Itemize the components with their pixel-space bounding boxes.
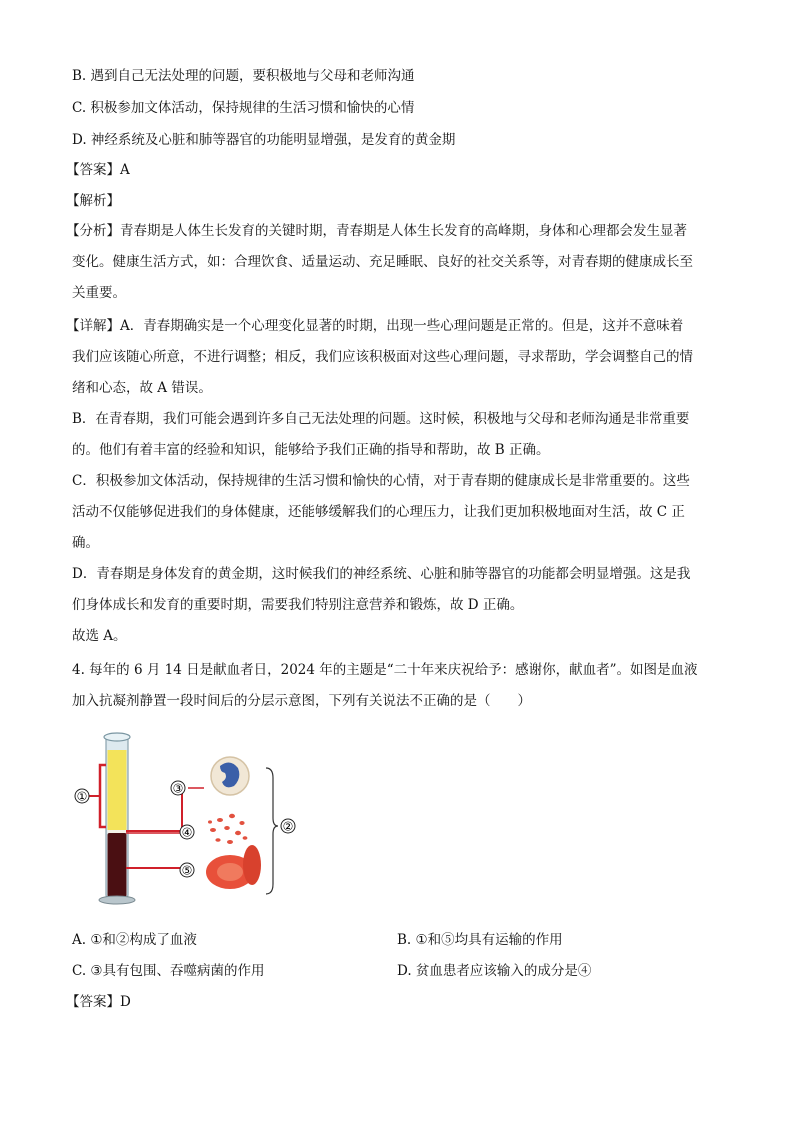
xiangjie-line: 活动不仅能够促进我们的身体健康，还能够缓解我们的心理压力，让我们更加积极地面对生活，故 C 正 bbox=[72, 504, 685, 520]
xiangjie-paragraph bbox=[66, 311, 716, 652]
blood-layer-figure bbox=[70, 728, 310, 913]
cells-bracket bbox=[266, 768, 278, 894]
answer-tag: 【答案】 bbox=[66, 162, 120, 178]
plasma-layer bbox=[108, 750, 127, 830]
q4-option-d: D. 贫血患者应该输入的成分是④ bbox=[397, 963, 592, 979]
stem-line: 加入抗凝剂静置一段时间后的分层示意图，下列有关说法不正确的是（ ） bbox=[72, 693, 531, 709]
xiangjie-text: A．青春期确实是一个心理变化显著的时期，出现一些心理问题是正常的。但是，这并不意味着 bbox=[120, 318, 684, 334]
xiangjie-line: 的。他们有着丰富的经验和知识，能够给予我们正确的指导和帮助，故 B 正确。 bbox=[72, 442, 550, 458]
label-4: ④ bbox=[181, 825, 193, 840]
xiangjie-line: D．青春期是身体发育的黄金期，这时候我们的神经系统、心脏和肺等器官的功能都会明显增强。这是我 bbox=[72, 566, 691, 582]
xiangjie-line bbox=[66, 311, 716, 342]
red-cell-layer bbox=[108, 833, 127, 897]
stem-line: 4. 每年的 6 月 14 日是献血者日，2024 年的主题是“二十年来庆祝给予：感谢你，献血者”。如图是血液 bbox=[72, 662, 698, 678]
rbc-center bbox=[217, 863, 243, 881]
xiangjie-line: 确。 bbox=[72, 535, 99, 551]
label-5: ⑤ bbox=[181, 863, 193, 878]
plasma-bracket bbox=[100, 765, 106, 827]
option-b: B. 遇到自己无法处理的问题，要积极地与父母和老师沟通 bbox=[72, 68, 415, 84]
xiangjie-line: 我们应该随心所意，不进行调整；相反，我们应该积极面对这些心理问题，寻求帮助，学会调整自己的情 bbox=[72, 349, 693, 365]
analysis-heading: 【解析】 bbox=[66, 193, 120, 209]
q4-option-a: A. ①和②构成了血液 bbox=[72, 932, 197, 948]
fenxi-line: 关重要。 bbox=[72, 285, 126, 301]
red-blood-cell-side bbox=[243, 845, 261, 885]
buffy-coat-layer bbox=[108, 830, 127, 833]
xiangjie-tag: 【详解】 bbox=[66, 318, 120, 334]
xiangjie-line: 故选 A。 bbox=[72, 628, 127, 644]
platelets bbox=[208, 814, 247, 844]
xiangjie-line: 们身体成长和发育的重要时期，需要我们特别注意营养和锻炼，故 D 正确。 bbox=[72, 597, 524, 613]
answer-value: A bbox=[120, 162, 130, 178]
question4-stem bbox=[72, 655, 722, 717]
tube-base bbox=[99, 896, 135, 904]
q4-option-c: C. ③具有包围、吞噬病菌的作用 bbox=[72, 963, 265, 979]
xiangjie-line: C．积极参加文体活动，保持规律的生活习惯和愉快的心情，对于青春期的健康成长是非常重要的。这些 bbox=[72, 473, 690, 489]
fenxi-text: 青春期是人体生长发育的关键时期，青春期是人体生长发育的高峰期，身体和心理都会发生显著 bbox=[120, 223, 687, 239]
label-2: ② bbox=[282, 819, 294, 834]
tube-rim bbox=[104, 733, 130, 741]
fenxi-line bbox=[66, 216, 716, 247]
q4-option-b: B. ①和⑤均具有运输的作用 bbox=[397, 932, 563, 948]
q4-answer-value: D bbox=[120, 994, 131, 1010]
q4-answer-line bbox=[66, 992, 131, 1012]
q4-answer-tag: 【答案】 bbox=[66, 994, 120, 1010]
blood-layer-diagram bbox=[70, 728, 310, 913]
label-1: ① bbox=[76, 789, 88, 804]
option-c: C. 积极参加文体活动，保持规律的生活习惯和愉快的心情 bbox=[72, 100, 415, 116]
fenxi-tag: 【分析】 bbox=[66, 223, 120, 239]
fenxi-paragraph bbox=[66, 216, 716, 309]
xiangjie-line: B．在青春期，我们可能会遇到许多自己无法处理的问题。这时候，积极地与父母和老师沟通是非常重要 bbox=[72, 411, 690, 427]
label-3: ③ bbox=[172, 781, 184, 796]
answer-line bbox=[66, 160, 130, 180]
fenxi-line: 变化。健康生活方式，如：合理饮食、适量运动、充足睡眠、良好的社交关系等，对青春期的健康成长至 bbox=[72, 254, 693, 270]
option-d: D. 神经系统及心脏和肺等器官的功能明显增强，是发育的黄金期 bbox=[72, 132, 456, 148]
xiangjie-line: 绪和心态，故 A 错误。 bbox=[72, 380, 212, 396]
